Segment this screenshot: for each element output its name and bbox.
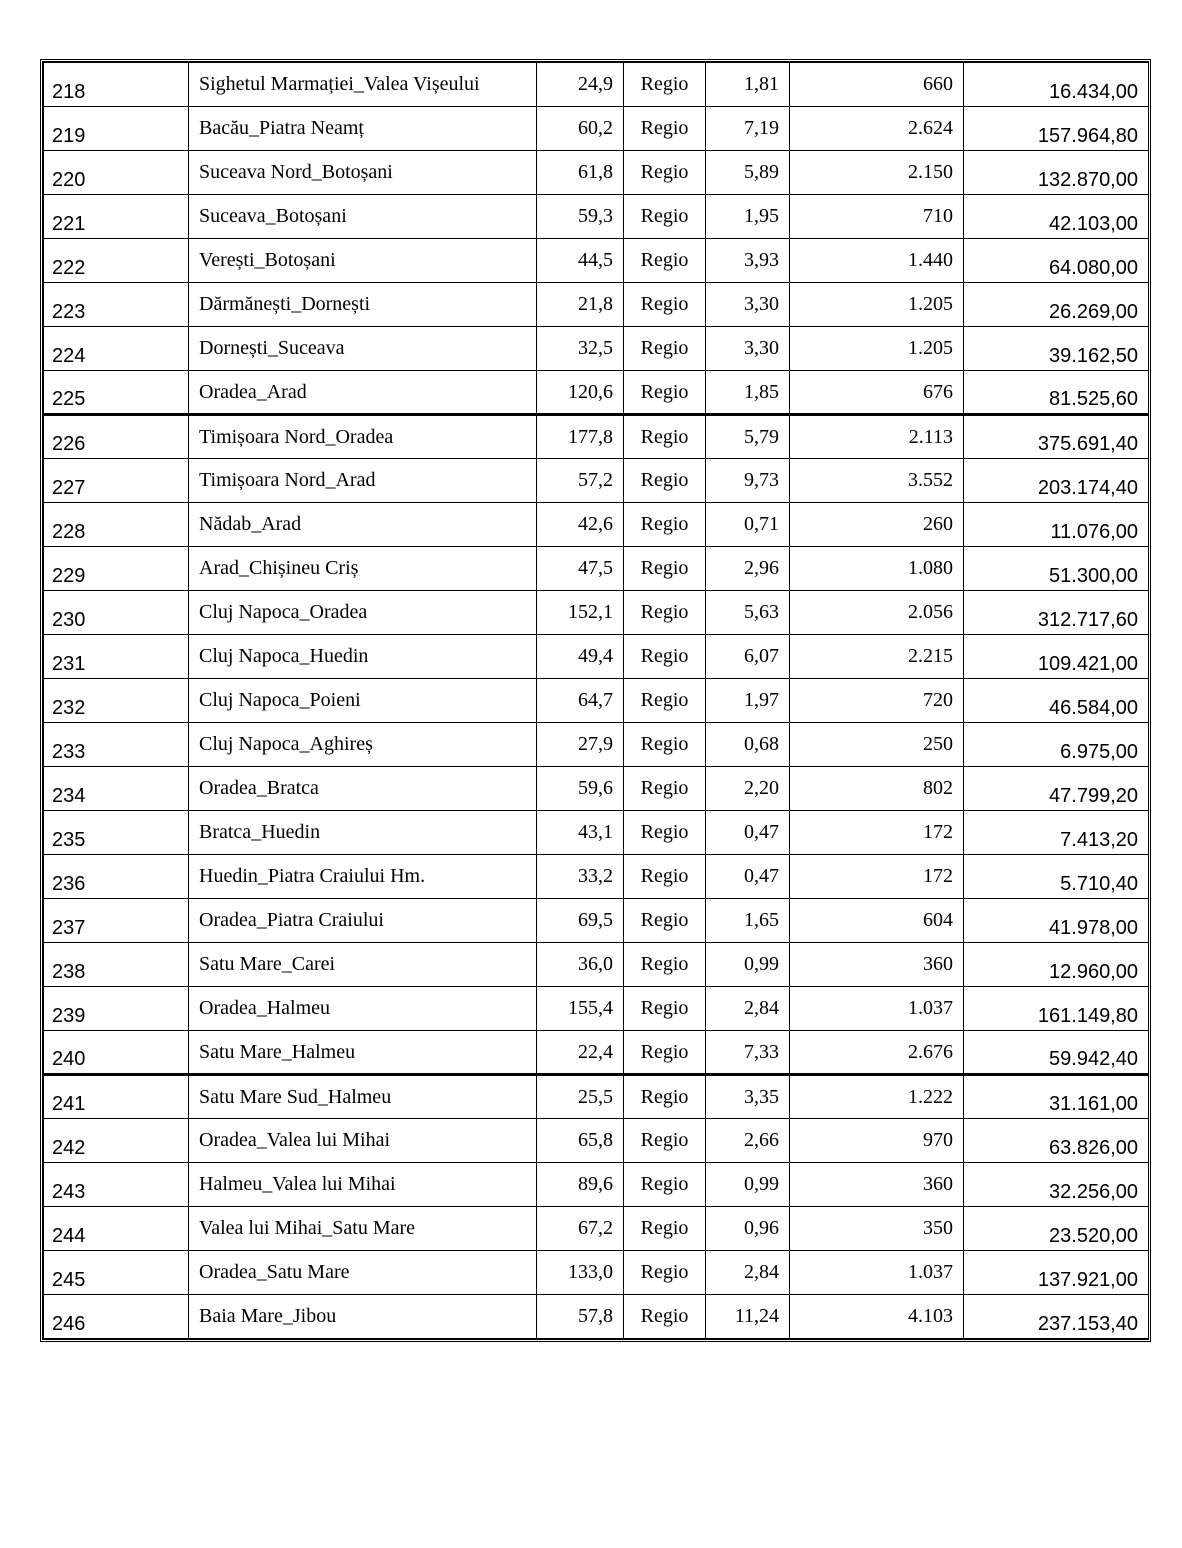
total-value-cell: 5.710,40: [964, 855, 1149, 899]
row-number-cell: 232: [44, 679, 189, 723]
distance-cell: 152,1: [537, 591, 624, 635]
train-type-cell: Regio: [624, 767, 706, 811]
distance-cell: 36,0: [537, 943, 624, 987]
route-name-cell: Satu Mare_Halmeu: [189, 1031, 537, 1075]
distance-cell: 155,4: [537, 987, 624, 1031]
table-row: [44, 987, 1149, 1031]
table-row: [44, 547, 1149, 591]
table-row: [44, 371, 1149, 415]
distance-cell: 25,5: [537, 1075, 624, 1119]
trains-per-day-cell: 0,99: [706, 1163, 790, 1207]
route-name-cell: Oradea_Bratca: [189, 767, 537, 811]
distance-cell: 89,6: [537, 1163, 624, 1207]
train-type-cell: Regio: [624, 151, 706, 195]
train-type-cell: Regio: [624, 371, 706, 415]
table-row: [44, 239, 1149, 283]
train-type-cell: Regio: [624, 1163, 706, 1207]
row-number-cell: 230: [44, 591, 189, 635]
route-name-cell: Cluj Napoca_Oradea: [189, 591, 537, 635]
route-name-cell: Timișoara Nord_Oradea: [189, 415, 537, 459]
row-number-cell: 224: [44, 327, 189, 371]
distance-cell: 32,5: [537, 327, 624, 371]
route-name-cell: Oradea_Valea lui Mihai: [189, 1119, 537, 1163]
route-name-cell: Oradea_Satu Mare: [189, 1251, 537, 1295]
table-row: [44, 283, 1149, 327]
trains-per-day-cell: 6,07: [706, 635, 790, 679]
route-name-cell: Dornești_Suceava: [189, 327, 537, 371]
route-name-cell: Timișoara Nord_Arad: [189, 459, 537, 503]
train-type-cell: Regio: [624, 899, 706, 943]
annual-count-cell: 250: [790, 723, 964, 767]
table-row: [44, 679, 1149, 723]
train-type-cell: Regio: [624, 679, 706, 723]
table-row: [44, 1075, 1149, 1119]
annual-count-cell: 360: [790, 1163, 964, 1207]
row-number-cell: 236: [44, 855, 189, 899]
trains-per-day-cell: 1,95: [706, 195, 790, 239]
row-number-cell: 223: [44, 283, 189, 327]
distance-cell: 133,0: [537, 1251, 624, 1295]
train-type-cell: Regio: [624, 591, 706, 635]
distance-cell: 21,8: [537, 283, 624, 327]
trains-per-day-cell: 1,97: [706, 679, 790, 723]
annual-count-cell: 660: [790, 63, 964, 107]
trains-per-day-cell: 0,71: [706, 503, 790, 547]
route-name-cell: Oradea_Piatra Craiului: [189, 899, 537, 943]
annual-count-cell: 3.552: [790, 459, 964, 503]
total-value-cell: 237.153,40: [964, 1295, 1149, 1339]
annual-count-cell: 1.080: [790, 547, 964, 591]
train-type-cell: Regio: [624, 855, 706, 899]
train-type-cell: Regio: [624, 1119, 706, 1163]
total-value-cell: 26.269,00: [964, 283, 1149, 327]
annual-count-cell: 720: [790, 679, 964, 723]
table-row: [44, 415, 1149, 459]
train-type-cell: Regio: [624, 1031, 706, 1075]
annual-count-cell: 4.103: [790, 1295, 964, 1339]
route-name-cell: Dărmănești_Dornești: [189, 283, 537, 327]
row-number-cell: 221: [44, 195, 189, 239]
trains-per-day-cell: 0,96: [706, 1207, 790, 1251]
distance-cell: 44,5: [537, 239, 624, 283]
trains-per-day-cell: 3,93: [706, 239, 790, 283]
train-type-cell: Regio: [624, 107, 706, 151]
trains-per-day-cell: 5,79: [706, 415, 790, 459]
route-name-cell: Sighetul Marmației_Valea Vișeului: [189, 63, 537, 107]
row-number-cell: 231: [44, 635, 189, 679]
row-number-cell: 219: [44, 107, 189, 151]
distance-cell: 65,8: [537, 1119, 624, 1163]
distance-cell: 177,8: [537, 415, 624, 459]
train-type-cell: Regio: [624, 1295, 706, 1339]
row-number-cell: 242: [44, 1119, 189, 1163]
table-row: [44, 195, 1149, 239]
table-row: [44, 635, 1149, 679]
table-row: [44, 899, 1149, 943]
train-type-cell: Regio: [624, 943, 706, 987]
table-row: [44, 1295, 1149, 1339]
trains-per-day-cell: 0,99: [706, 943, 790, 987]
distance-cell: 120,6: [537, 371, 624, 415]
trains-per-day-cell: 7,19: [706, 107, 790, 151]
annual-count-cell: 172: [790, 811, 964, 855]
table-row: [44, 1163, 1149, 1207]
trains-per-day-cell: 5,63: [706, 591, 790, 635]
table-row: [44, 1207, 1149, 1251]
table-row: [44, 107, 1149, 151]
train-type-cell: Regio: [624, 811, 706, 855]
row-number-cell: 234: [44, 767, 189, 811]
distance-cell: 42,6: [537, 503, 624, 547]
train-type-cell: Regio: [624, 415, 706, 459]
route-name-cell: Halmeu_Valea lui Mihai: [189, 1163, 537, 1207]
distance-cell: 67,2: [537, 1207, 624, 1251]
annual-count-cell: 2.624: [790, 107, 964, 151]
table-row: [44, 591, 1149, 635]
distance-cell: 27,9: [537, 723, 624, 767]
table-row: [44, 1251, 1149, 1295]
route-name-cell: Baia Mare_Jibou: [189, 1295, 537, 1339]
row-number-cell: 220: [44, 151, 189, 195]
annual-count-cell: 2.150: [790, 151, 964, 195]
total-value-cell: 59.942,40: [964, 1031, 1149, 1075]
distance-cell: 24,9: [537, 63, 624, 107]
train-type-cell: Regio: [624, 1251, 706, 1295]
row-number-cell: 229: [44, 547, 189, 591]
train-type-cell: Regio: [624, 459, 706, 503]
route-name-cell: Oradea_Halmeu: [189, 987, 537, 1031]
table-row: [44, 855, 1149, 899]
route-name-cell: Cluj Napoca_Aghireș: [189, 723, 537, 767]
total-value-cell: 31.161,00: [964, 1075, 1149, 1119]
train-type-cell: Regio: [624, 195, 706, 239]
table-row: [44, 459, 1149, 503]
total-value-cell: 7.413,20: [964, 811, 1149, 855]
annual-count-cell: 172: [790, 855, 964, 899]
distance-cell: 60,2: [537, 107, 624, 151]
train-type-cell: Regio: [624, 1207, 706, 1251]
total-value-cell: 11.076,00: [964, 503, 1149, 547]
total-value-cell: 137.921,00: [964, 1251, 1149, 1295]
annual-count-cell: 1.440: [790, 239, 964, 283]
trains-per-day-cell: 11,24: [706, 1295, 790, 1339]
trains-per-day-cell: 2,84: [706, 1251, 790, 1295]
distance-cell: 57,8: [537, 1295, 624, 1339]
trains-per-day-cell: 7,33: [706, 1031, 790, 1075]
distance-cell: 33,2: [537, 855, 624, 899]
route-table: [43, 62, 1149, 1339]
row-number-cell: 243: [44, 1163, 189, 1207]
total-value-cell: 32.256,00: [964, 1163, 1149, 1207]
row-number-cell: 246: [44, 1295, 189, 1339]
distance-cell: 49,4: [537, 635, 624, 679]
trains-per-day-cell: 9,73: [706, 459, 790, 503]
total-value-cell: 6.975,00: [964, 723, 1149, 767]
trains-per-day-cell: 2,66: [706, 1119, 790, 1163]
annual-count-cell: 2.113: [790, 415, 964, 459]
trains-per-day-cell: 3,35: [706, 1075, 790, 1119]
annual-count-cell: 802: [790, 767, 964, 811]
distance-cell: 61,8: [537, 151, 624, 195]
total-value-cell: 157.964,80: [964, 107, 1149, 151]
trains-per-day-cell: 2,84: [706, 987, 790, 1031]
route-name-cell: Suceava Nord_Botoșani: [189, 151, 537, 195]
table-row: [44, 1119, 1149, 1163]
row-number-cell: 245: [44, 1251, 189, 1295]
trains-per-day-cell: 2,96: [706, 547, 790, 591]
trains-per-day-cell: 3,30: [706, 327, 790, 371]
annual-count-cell: 970: [790, 1119, 964, 1163]
annual-count-cell: 2.676: [790, 1031, 964, 1075]
row-number-cell: 240: [44, 1031, 189, 1075]
trains-per-day-cell: 1,65: [706, 899, 790, 943]
row-number-cell: 237: [44, 899, 189, 943]
annual-count-cell: 2.056: [790, 591, 964, 635]
distance-cell: 22,4: [537, 1031, 624, 1075]
route-name-cell: Nădab_Arad: [189, 503, 537, 547]
total-value-cell: 41.978,00: [964, 899, 1149, 943]
annual-count-cell: 360: [790, 943, 964, 987]
total-value-cell: 12.960,00: [964, 943, 1149, 987]
row-number-cell: 226: [44, 415, 189, 459]
route-name-cell: Cluj Napoca_Huedin: [189, 635, 537, 679]
table-row: [44, 767, 1149, 811]
distance-cell: 59,3: [537, 195, 624, 239]
train-type-cell: Regio: [624, 723, 706, 767]
annual-count-cell: 1.037: [790, 1251, 964, 1295]
data-table-frame: [40, 59, 1151, 1342]
total-value-cell: 47.799,20: [964, 767, 1149, 811]
route-name-cell: Bacău_Piatra Neamț: [189, 107, 537, 151]
trains-per-day-cell: 1,81: [706, 63, 790, 107]
annual-count-cell: 1.205: [790, 283, 964, 327]
distance-cell: 47,5: [537, 547, 624, 591]
distance-cell: 69,5: [537, 899, 624, 943]
table-row: [44, 1031, 1149, 1075]
train-type-cell: Regio: [624, 1075, 706, 1119]
row-number-cell: 233: [44, 723, 189, 767]
train-type-cell: Regio: [624, 327, 706, 371]
row-number-cell: 235: [44, 811, 189, 855]
route-name-cell: Verești_Botoșani: [189, 239, 537, 283]
annual-count-cell: 676: [790, 371, 964, 415]
train-type-cell: Regio: [624, 503, 706, 547]
row-number-cell: 218: [44, 63, 189, 107]
table-row: [44, 327, 1149, 371]
total-value-cell: 51.300,00: [964, 547, 1149, 591]
total-value-cell: 81.525,60: [964, 371, 1149, 415]
route-name-cell: Cluj Napoca_Poieni: [189, 679, 537, 723]
total-value-cell: 16.434,00: [964, 63, 1149, 107]
annual-count-cell: 604: [790, 899, 964, 943]
annual-count-cell: 2.215: [790, 635, 964, 679]
row-number-cell: 222: [44, 239, 189, 283]
train-type-cell: Regio: [624, 63, 706, 107]
total-value-cell: 132.870,00: [964, 151, 1149, 195]
table-row: [44, 503, 1149, 547]
trains-per-day-cell: 2,20: [706, 767, 790, 811]
total-value-cell: 203.174,40: [964, 459, 1149, 503]
row-number-cell: 225: [44, 371, 189, 415]
total-value-cell: 42.103,00: [964, 195, 1149, 239]
train-type-cell: Regio: [624, 987, 706, 1031]
route-name-cell: Satu Mare Sud_Halmeu: [189, 1075, 537, 1119]
trains-per-day-cell: 0,68: [706, 723, 790, 767]
row-number-cell: 228: [44, 503, 189, 547]
route-name-cell: Valea lui Mihai_Satu Mare: [189, 1207, 537, 1251]
annual-count-cell: 1.205: [790, 327, 964, 371]
table-row: [44, 943, 1149, 987]
total-value-cell: 39.162,50: [964, 327, 1149, 371]
total-value-cell: 109.421,00: [964, 635, 1149, 679]
total-value-cell: 161.149,80: [964, 987, 1149, 1031]
table-row: [44, 63, 1149, 107]
train-type-cell: Regio: [624, 547, 706, 591]
annual-count-cell: 710: [790, 195, 964, 239]
route-name-cell: Arad_Chișineu Criș: [189, 547, 537, 591]
annual-count-cell: 350: [790, 1207, 964, 1251]
table-row: [44, 151, 1149, 195]
route-name-cell: Satu Mare_Carei: [189, 943, 537, 987]
row-number-cell: 244: [44, 1207, 189, 1251]
trains-per-day-cell: 5,89: [706, 151, 790, 195]
total-value-cell: 23.520,00: [964, 1207, 1149, 1251]
train-type-cell: Regio: [624, 635, 706, 679]
total-value-cell: 46.584,00: [964, 679, 1149, 723]
annual-count-cell: 260: [790, 503, 964, 547]
route-name-cell: Oradea_Arad: [189, 371, 537, 415]
row-number-cell: 239: [44, 987, 189, 1031]
annual-count-cell: 1.037: [790, 987, 964, 1031]
row-number-cell: 238: [44, 943, 189, 987]
table-row: [44, 811, 1149, 855]
distance-cell: 59,6: [537, 767, 624, 811]
train-type-cell: Regio: [624, 283, 706, 327]
trains-per-day-cell: 0,47: [706, 855, 790, 899]
total-value-cell: 375.691,40: [964, 415, 1149, 459]
table-body: [44, 63, 1149, 1339]
route-name-cell: Huedin_Piatra Craiului Hm.: [189, 855, 537, 899]
route-name-cell: Suceava_Botoșani: [189, 195, 537, 239]
row-number-cell: 241: [44, 1075, 189, 1119]
total-value-cell: 64.080,00: [964, 239, 1149, 283]
distance-cell: 64,7: [537, 679, 624, 723]
trains-per-day-cell: 0,47: [706, 811, 790, 855]
distance-cell: 43,1: [537, 811, 624, 855]
annual-count-cell: 1.222: [790, 1075, 964, 1119]
total-value-cell: 63.826,00: [964, 1119, 1149, 1163]
row-number-cell: 227: [44, 459, 189, 503]
train-type-cell: Regio: [624, 239, 706, 283]
route-name-cell: Bratca_Huedin: [189, 811, 537, 855]
trains-per-day-cell: 3,30: [706, 283, 790, 327]
table-row: [44, 723, 1149, 767]
distance-cell: 57,2: [537, 459, 624, 503]
trains-per-day-cell: 1,85: [706, 371, 790, 415]
total-value-cell: 312.717,60: [964, 591, 1149, 635]
